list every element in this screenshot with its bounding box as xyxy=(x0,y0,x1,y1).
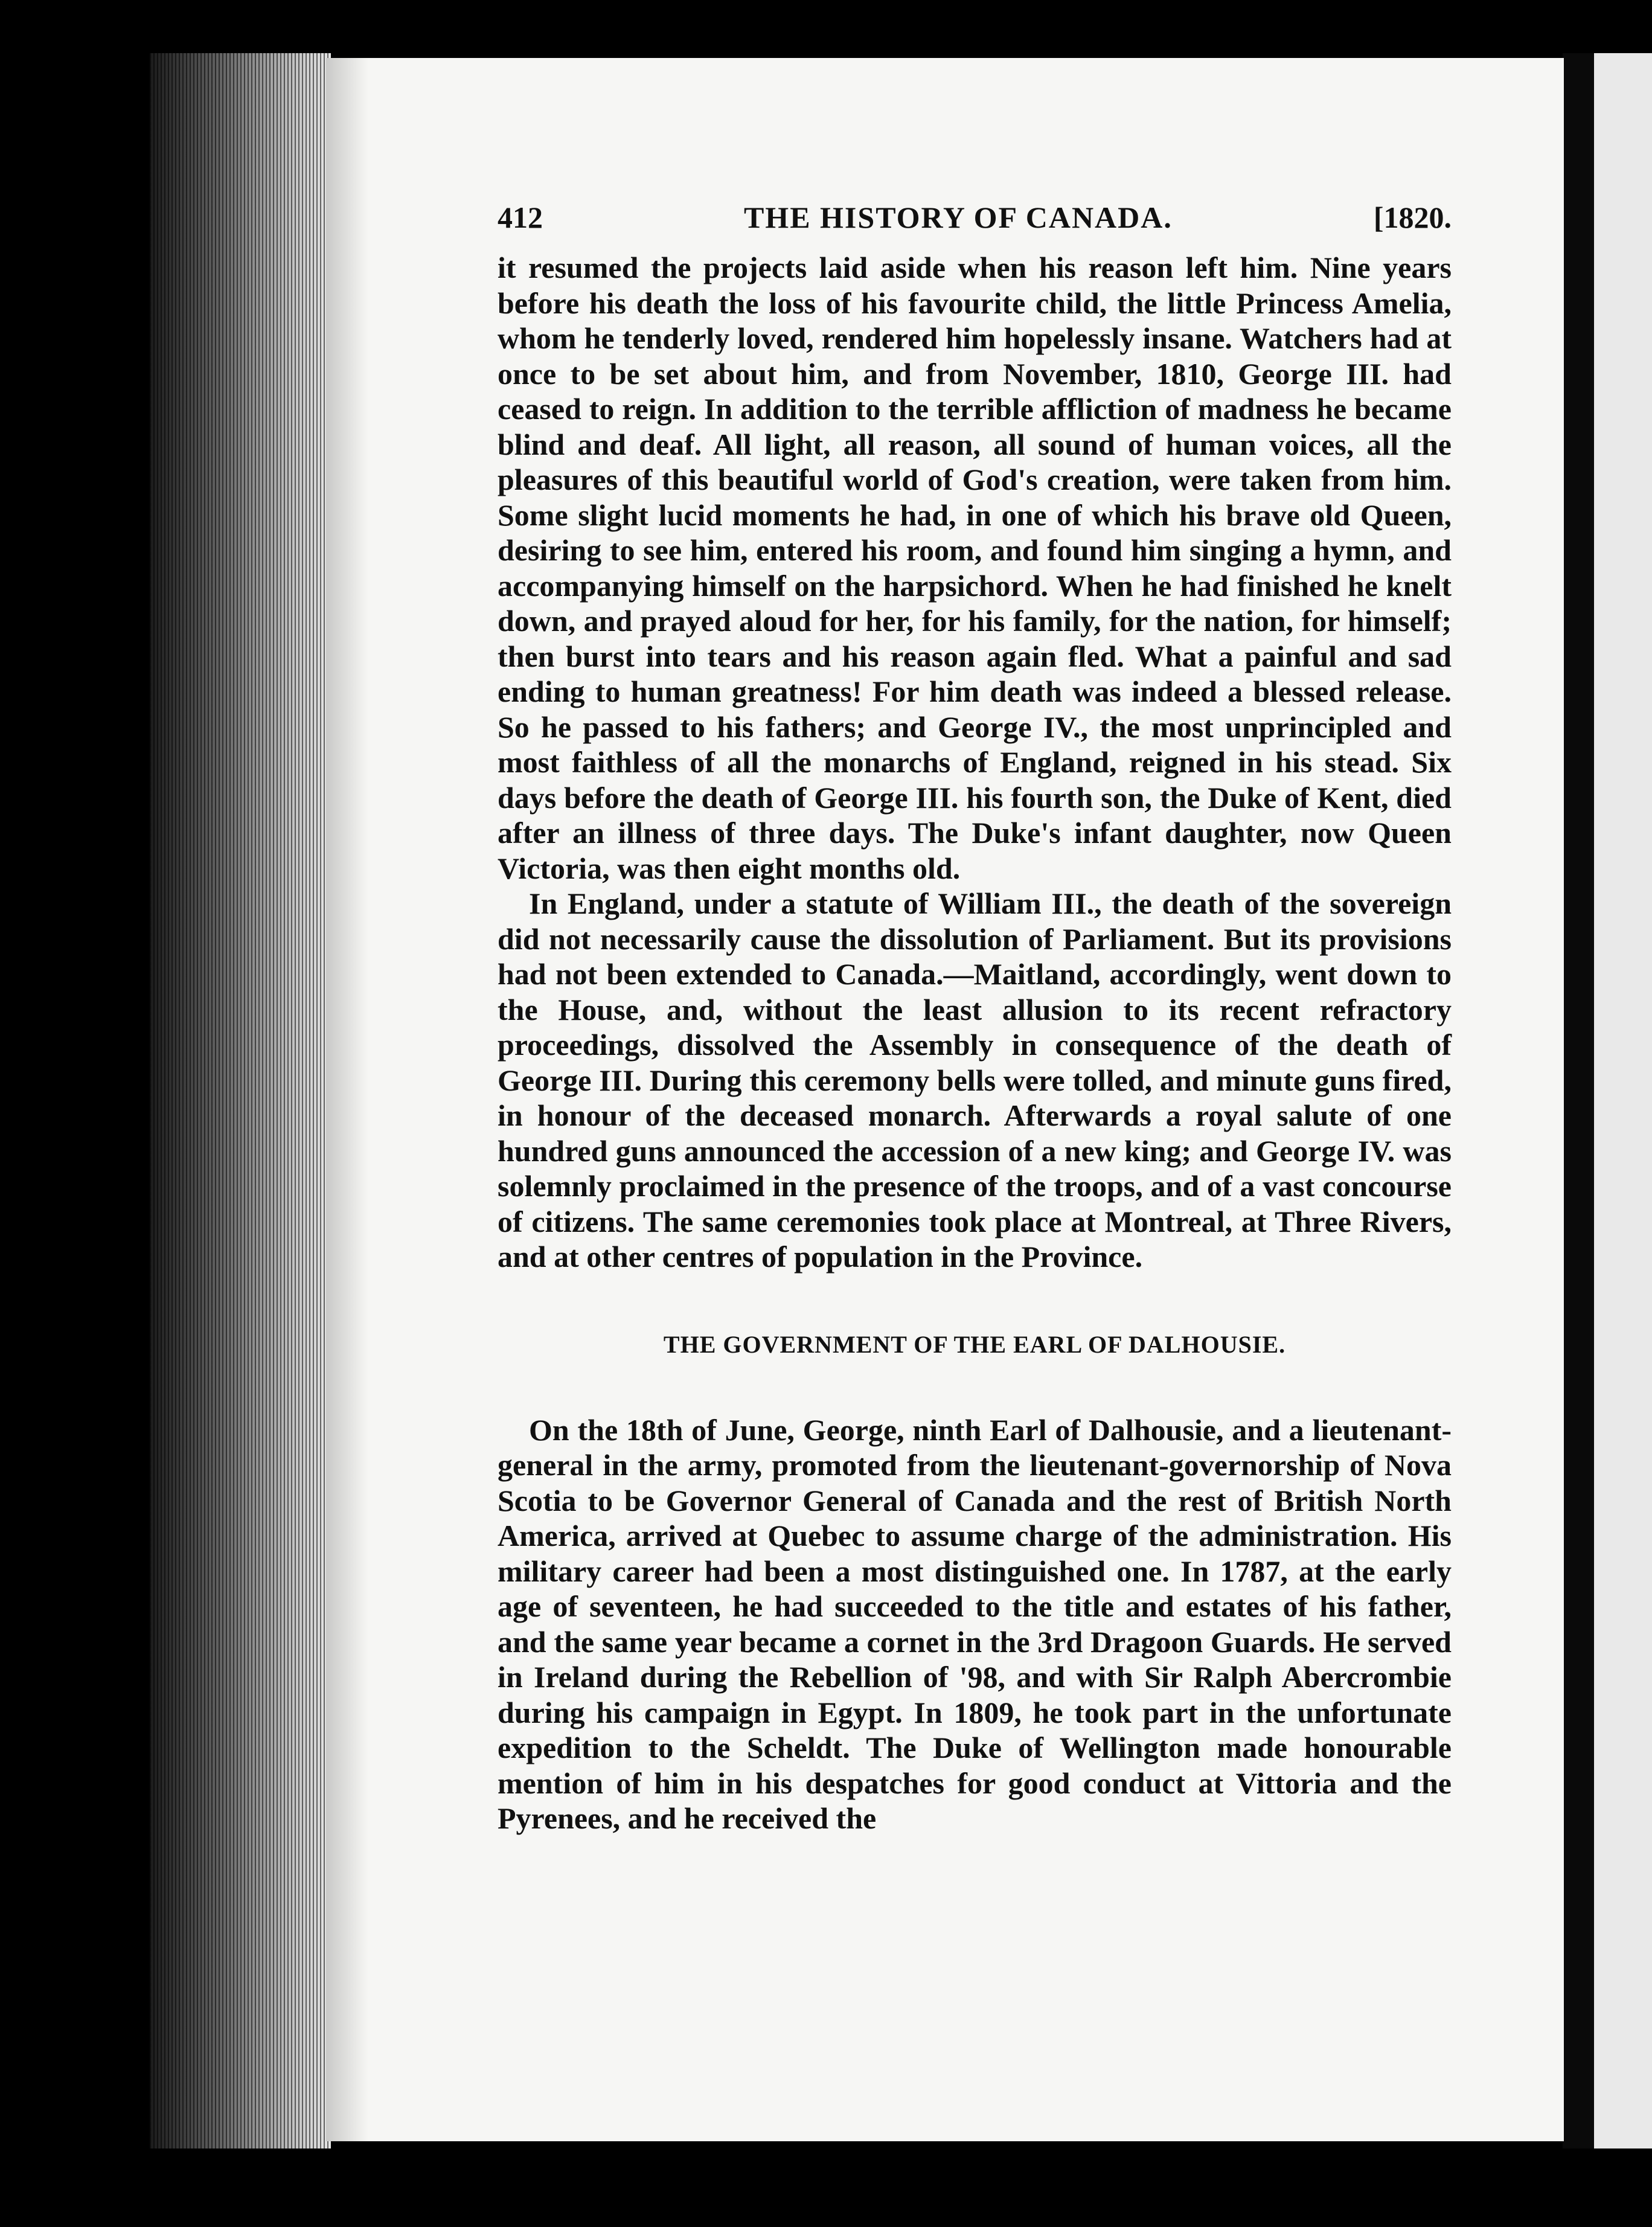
facing-page-edge xyxy=(1594,53,1652,2148)
page-text xyxy=(498,199,1452,1836)
binding-shadow xyxy=(1563,53,1594,2148)
section-heading: THE GOVERNMENT OF THE EARL OF DALHOUSIE. xyxy=(663,1330,1286,1358)
running-title: THE HISTORY OF CANADA. xyxy=(743,200,1173,234)
running-head xyxy=(498,199,1452,236)
section-paragraph: On the 18th of June, George, ninth Earl of Dalhousie, and a lieutenant-general in the army, promoted from the lieutenant-governorship of Nova Scotia to be Governor General of Canada and the rest of British North America, arrived at Quebec to assume charge of the administration. His military career had been a most distinguished one. In 1787, at the early age of seventeen, he had succeeded to the title and estates of his father, and the same year became a cornet in the 3rd Dragoon Guards. He served in Ireland during the Rebellion of '98, and with Sir Ralph Abercrombie during his campaign in Egypt. In 1809, he took part in the unfortunate expedition to the Scheldt. The Duke of Wellington made honourable mention of him in his despatches for good conduct at Vittoria and the Pyrenees, and he received the xyxy=(498,1412,1452,1835)
book-page-edges xyxy=(150,53,331,2148)
page-number: 412 xyxy=(498,200,543,234)
paragraph-1: it resumed the projects laid aside when his reason left him. Nine years before his death the loss of his favourite child, the little Princess Amelia, whom he tenderly loved, rendered him hopelessly insane. Watchers had at once to be set about him, and from November, 1810, George III. had ceased to reign. In addition to the terrible affliction of madness he became blind and deaf. All light, all reason, all sound of human voices, all the pleasures of this beautiful world of God's creation, were taken from him. Some slight lucid moments he had, in one of which his brave old Queen, desiring to see him, entered his room, and found him singing a hymn, and accompanying himself on the harpsichord. When he had finished he knelt down, and prayed aloud for her, for his family, for the nation, for himself; then burst into tears and his reason again fled. What a painful and sad ending to human greatness! For him death was indeed a blessed release. So he passed to his fathers; and George IV., the most unprincipled and most faithless of all the monarchs of England, reigned in his stead. Six days before the death of George III. his fourth son, the Duke of Kent, died after an illness of three days. The Duke's infant daughter, now Queen Victoria, was then eight months old. xyxy=(498,251,1452,885)
paragraph-2: In England, under a statute of William III., the death of the sovereign did not necessarily cause the dissolution of Parliament. But its provisions had not been extended to Canada.—Maitland, accordingly, went down to the House, and, without the least allusion to its recent refractory proceedings, dissolved the Assembly in consequence of the death of George III. During this ceremony bells were tolled, and minute guns fired, in honour of the deceased monarch. Afterwards a royal salute of one hundred guns announced the accession of a new king; and George IV. was solemnly proclaimed in the presence of the troops, and of a vast concourse of citizens. The same ceremonies took place at Montreal, at Three Rivers, and at other centres of population in the Province. xyxy=(498,886,1452,1274)
year-marker: [1820. xyxy=(1373,200,1452,234)
